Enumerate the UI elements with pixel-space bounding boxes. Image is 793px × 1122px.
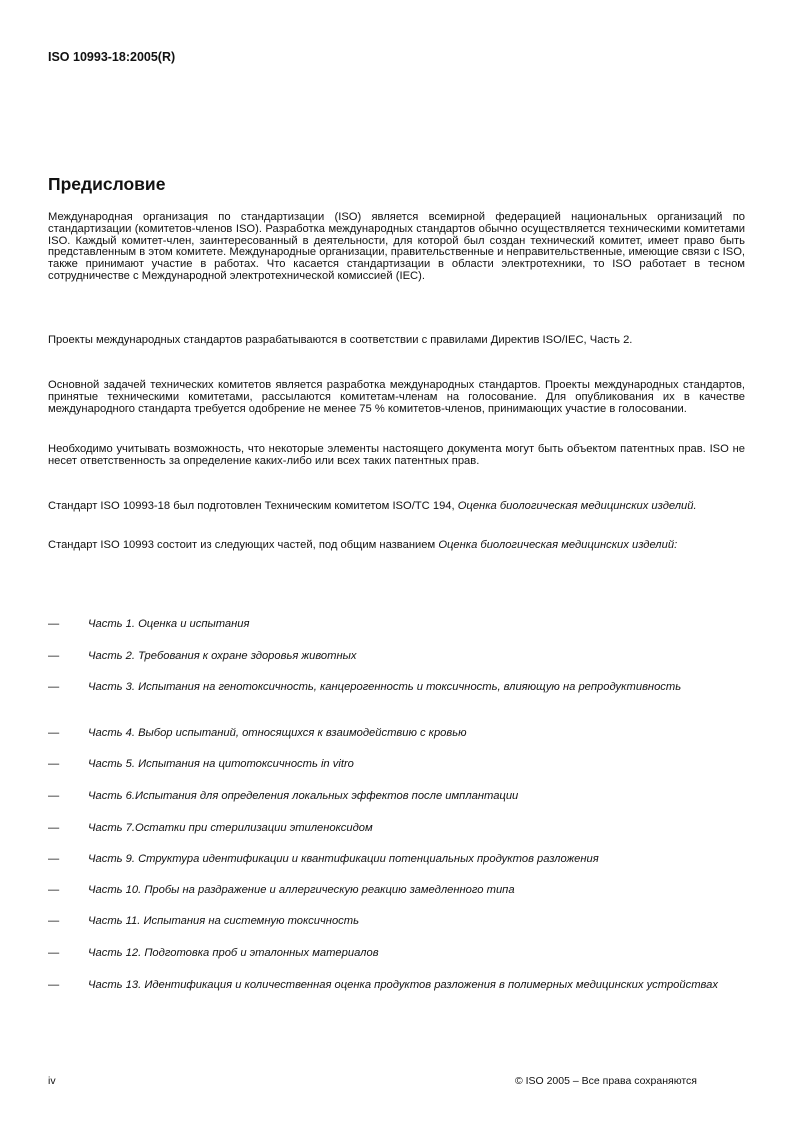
list-dash: —: [48, 915, 60, 927]
document-id-header: ISO 10993-18:2005(R): [48, 50, 176, 64]
parts-intro-paragraph: [48, 540, 745, 552]
list-item: [48, 852, 745, 866]
list-dash: —: [48, 822, 60, 834]
list-dash: —: [48, 758, 60, 770]
list-item-text: Часть 6.Испытания для определения локальных эффектов после имплантации: [88, 790, 519, 802]
list-dash: —: [48, 618, 60, 630]
page-title: Предисловие: [48, 174, 166, 194]
prepared-text: Стандарт ISO 10993-18 был подготовлен Техническим комитетом ISO/TC 194,: [48, 500, 458, 512]
parts-intro-title: Оценка биологическая медицинских изделий:: [438, 539, 678, 551]
list-item: [48, 757, 745, 771]
paragraph: Необходимо учитывать возможность, что некоторые элементы настоящего документа могут быть объектом патентных прав. ISO не несет ответственность за определение каких-либо или всех таких патентных прав.: [48, 443, 745, 467]
list-item-text: Часть 7.Остатки при стерилизации этиленоксидом: [88, 822, 373, 834]
list-item: [48, 726, 745, 740]
list-dash: —: [48, 790, 60, 802]
list-dash: —: [48, 853, 60, 865]
parts-intro-text: Стандарт ISO 10993 состоит из следующих частей, под общим названием: [48, 539, 439, 551]
list-item-text: Часть 10. Пробы на раздражение и аллергическую реакцию замедленного типа: [88, 884, 515, 896]
list-dash: —: [48, 650, 60, 662]
list-item: [48, 617, 745, 631]
list-item-text: Часть 2. Требования к охране здоровья животных: [88, 650, 357, 662]
list-item: [48, 821, 745, 835]
page-number: iv: [48, 1075, 56, 1087]
paragraph: Проекты международных стандартов разрабатываются в соответствии с правилами Директив ISO/IEC, Часть 2.: [48, 334, 633, 346]
list-item-text: Часть 5. Испытания на цитотоксичность in vitro: [88, 758, 354, 770]
list-item: [48, 914, 745, 928]
list-item-text: Часть 1. Оценка и испытания: [88, 618, 250, 630]
list-item-text: Часть 11. Испытания на системную токсичность: [88, 915, 359, 927]
list-item: [48, 978, 745, 992]
paragraph: Международная организация по стандартизации (ISO) является всемирной федерацией национальных организаций по стандартизации (комитетов-членов ISO). Разработка международных стандартов обычно осуществляется техническими комитетами ISO. Каждый комитет-член, заинтересованный в деятельности, для которой был создан технический комитет, имеет право быть представленным в этом комитете. Международные организации, правительственные и неправительственные, имеющие связи с ISO, также принимают участие в работах. Что касается стандартизации в области электротехники, то ISO работает в тесном сотрудничестве с Международной электротехнической комиссией (IEC).: [48, 211, 745, 282]
list-dash: —: [48, 979, 60, 991]
list-dash: —: [48, 681, 60, 693]
list-item: [48, 649, 745, 663]
list-item: [48, 680, 745, 694]
list-item-text: Часть 4. Выбор испытаний, относящихся к взаимодействию с кровью: [88, 727, 467, 739]
list-dash: —: [48, 947, 60, 959]
list-dash: —: [48, 727, 60, 739]
list-item-text: Часть 13. Идентификация и количественная оценка продуктов разложения в полимерных медицинских устройствах: [88, 979, 718, 991]
list-dash: —: [48, 884, 60, 896]
list-item: [48, 883, 745, 897]
prepared-paragraph: [48, 501, 745, 513]
list-item-text: Часть 12. Подготовка проб и эталонных материалов: [88, 947, 379, 959]
list-item-text: Часть 9. Структура идентификации и квантификации потенциальных продуктов разложения: [88, 853, 599, 865]
copyright-notice: © ISO 2005 – Все права сохраняются: [514, 1075, 697, 1087]
list-item-text: Часть 3. Испытания на генотоксичность, канцерогенность и токсичность, влияющую на репродуктивность: [88, 681, 682, 693]
list-item: [48, 946, 745, 960]
list-item: [48, 789, 745, 803]
paragraph: Основной задачей технических комитетов является разработка международных стандартов. Проекты международных стандартов, принятые техническими комитетами, рассылаются комитетам-членам на голосование. Для опубликования их в качестве международного стандарта требуется одобрение не менее 75 % комитетов-членов, принимающих участие в голосовании.: [48, 379, 745, 415]
prepared-title: Оценка биологическая медицинских изделий.: [457, 500, 697, 512]
